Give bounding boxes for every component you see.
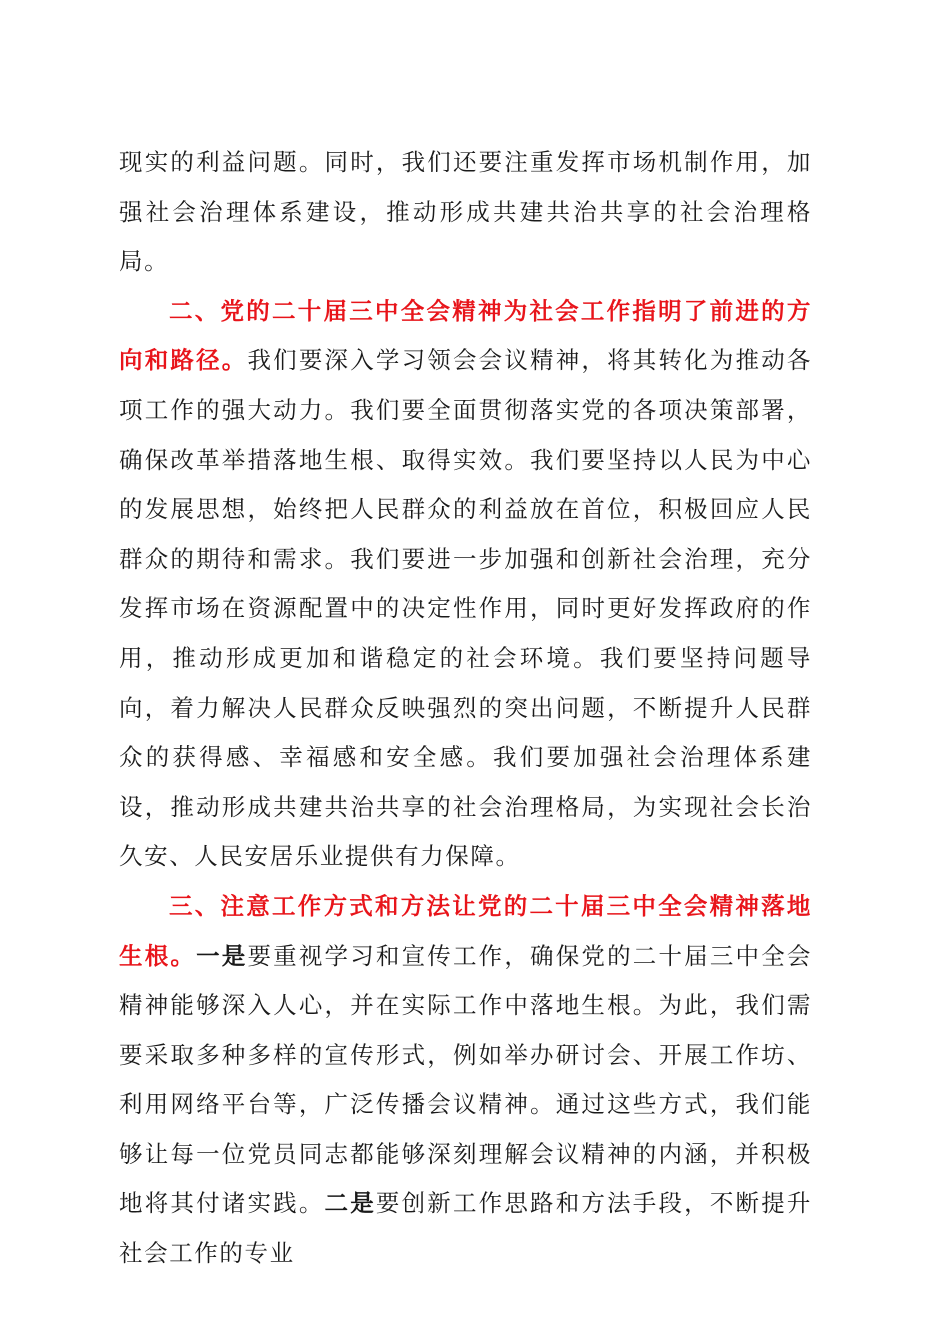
paragraph-section-2 [119,287,812,882]
point-lead-1: 一是 [196,941,248,970]
point-lead-2: 二是 [324,1189,376,1218]
paragraph-text: 要重视学习和宣传工作，确保党的二十届三中全会精神能够深入人心，并在实际工作中落地生根。为此，我们需要采取多种多样的宣传形式，例如举办研讨会、开展工作坊、利用网络平台等，广泛传播会议精神。通过这些方式，我们能够让每一位党员同志都能够深刻理解会议精神的内涵，并积极地将其付诸实践。 [119,941,813,1218]
paragraph-section-3 [119,882,812,1279]
section-heading-3: 三、注意工作方式和方法让党的二十届三中全会精神落地生根。 [119,891,812,970]
paragraph-text: 要创新工作思路和方法手段，不断提升社会工作的专业 [119,1189,813,1268]
paragraph-text: 现实的利益问题。同时，我们还要注重发挥市场机制作用，加强社会治理体系建设，推动形成共建共治共享的社会治理格局。 [119,148,812,276]
section-heading-2: 二、党的二十届三中全会精神为社会工作指明了前进的方向和路径。 [119,296,812,375]
paragraph-continuation [119,138,812,287]
paragraph-text: 我们要深入学习领会会议精神，将其转化为推动各项工作的强大动力。我们要全面贯彻落实党的各项决策部署，确保改革举措落地生根、取得实效。我们要坚持以人民为中心的发展思想，始终把人民群众的利益放在首位，积极回应人民群众的期待和需求。我们要进一步加强和创新社会治理，充分发挥市场在资源配置中的决定性作用，同时更好发挥政府的作用，推动形成更加和谐稳定的社会环境。我们要坚持问题导向，着力解决人民群众反映强烈的突出问题，不断提升人民群众的获得感、幸福感和安全感。我们要加强社会治理体系建设，推动形成共建共治共享的社会治理格局，为实现社会长治久安、人民安居乐业提供有力保障。 [119,346,813,871]
document-page [119,138,812,1279]
